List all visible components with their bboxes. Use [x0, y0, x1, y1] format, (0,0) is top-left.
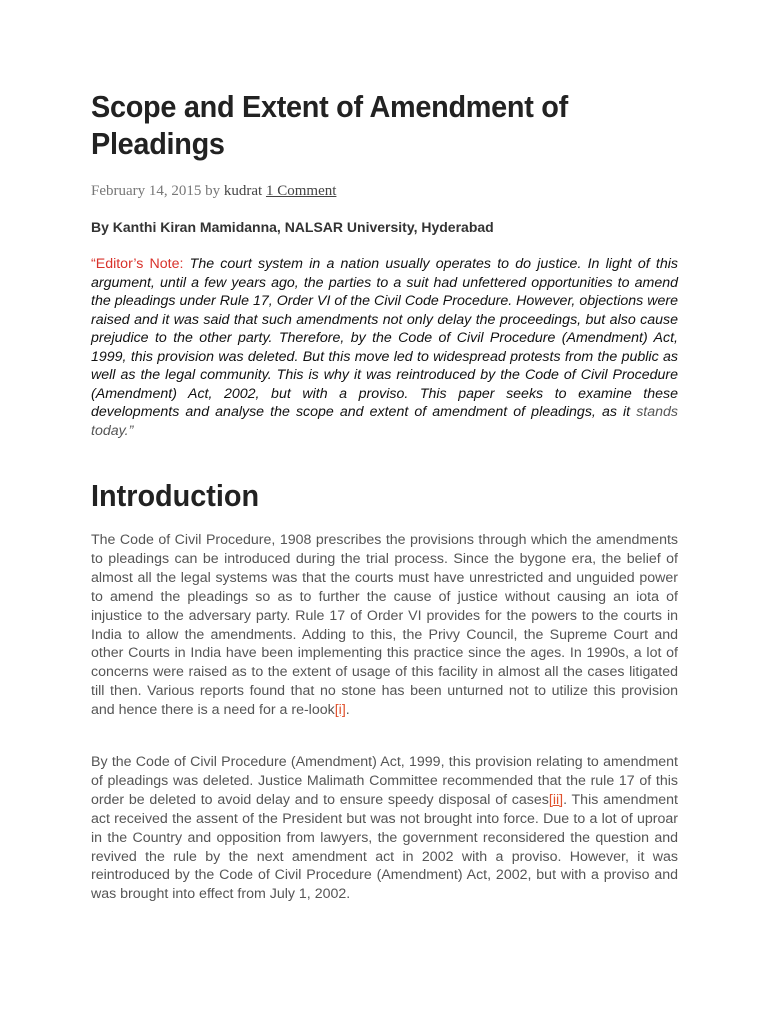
intro-paragraph-2-text-before: By the Code of Civil Procedure (Amendment) Act, 1999, this provision relating to amendment of pleadings was deleted. Justice Malimath Committee recommended that the rule 17 of this order be deleted to avoid delay and to ensure speedy disposal of cases	[91, 754, 678, 808]
editors-note-tail: stands today.”	[91, 404, 678, 439]
footnote-link-ii[interactable]: [ii]	[548, 791, 564, 808]
intro-paragraph-2	[91, 753, 678, 904]
intro-paragraph-2-text-after: . This amendment act received the assent of the President but was not brought into force. Due to a lot of uproar in the Country and opposition from lawyers, the government reconsidered the question and revived the rule by the next amendment act in 2002 with a proviso. However, it was reintroduced by the Code of Civil Procedure (Amendment) Act, 2002, but with a proviso and was brought into effect from July 1, 2002.	[91, 791, 678, 903]
author-byline: By Kanthi Kiran Mamidanna, NALSAR University, Hyderabad	[91, 219, 494, 235]
comments-link[interactable]: 1 Comment	[265, 183, 337, 199]
footnote-link-i[interactable]: [i]	[334, 702, 346, 719]
intro-paragraph-1-end: .	[345, 702, 350, 719]
intro-paragraph-1-text: The Code of Civil Procedure, 1908 prescribes the provisions through which the amendments to pleadings can be introduced during the trial process. Since the bygone era, the belief of almost all the legal systems was that the courts must have unrestricted and unguided power to amend the pleadings so as to further the cause of justice without causing an iota of injustice to the adversary party. Rule 17 of Order VI provides for the powers to the courts in India to allow the amendments. Adding to this, the Privy Council, the Supreme Court and other Courts in India have been implementing this practice since the ages. In 1990s, a lot of concerns were raised as to the extent of usage of this facility in almost all the cases litigated till then. Various reports found that no stone has been unturned not to utilize this provision and hence there is a need for a re-look	[91, 532, 678, 719]
post-by-text: by	[201, 183, 224, 199]
post-meta	[91, 182, 336, 200]
post-date: February 14, 2015	[91, 183, 202, 199]
editors-note	[91, 255, 678, 440]
section-heading-introduction: Introduction	[91, 478, 260, 513]
article-title-line-1: Scope and Extent of Amendment of	[91, 89, 568, 124]
editors-note-label: Editor’s Note:	[95, 256, 184, 272]
article-title-line-2: Pleadings	[91, 126, 225, 161]
post-author-link[interactable]: kudrat	[223, 183, 263, 199]
editors-note-open-quote: “	[91, 256, 96, 272]
editors-note-body: The court system in a nation usually operates to do justice. In light of this argument, until a few years ago, the parties to a suit had unfettered opportunities to amend the pleadings under Rule 17, Order VI of the Civil Code Procedure. However, objections were raised and it was said that such amendments not only delay the proceedings, but also cause prejudice to the other party. Therefore, by the Code of Civil Procedure (Amendment) Act, 1999, this provision was deleted. But this move led to widespread protests from the public as well as the legal community. This is why it was reintroduced by the Code of Civil Procedure (Amendment) Act, 2002, but with a proviso. This paper seeks to examine these developments and analyse the scope and extent of amendment of pleadings, as it	[91, 256, 678, 420]
intro-paragraph-1	[91, 531, 678, 720]
article-title	[91, 88, 637, 162]
